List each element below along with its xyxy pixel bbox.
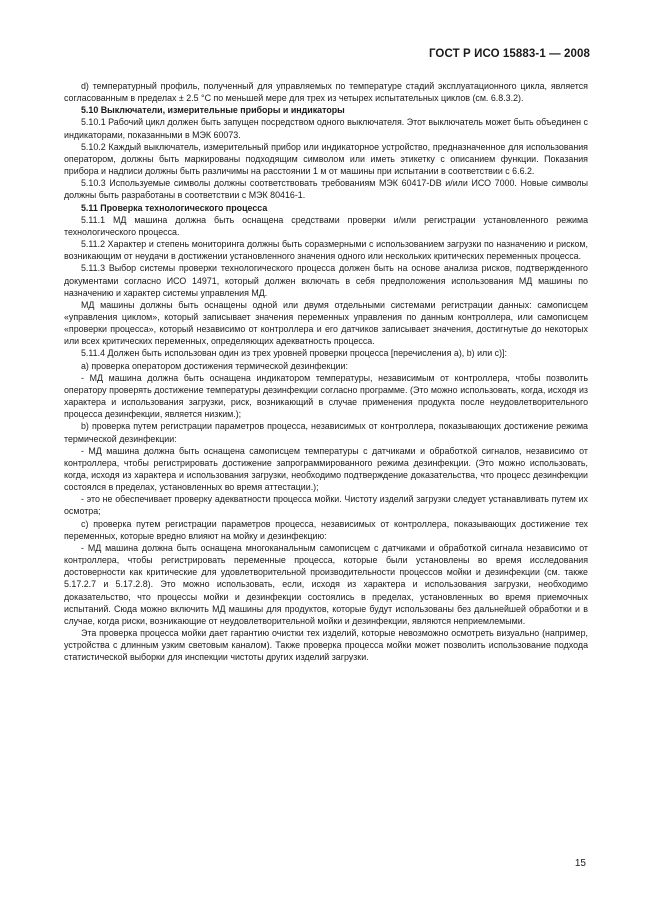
paragraph-5-11-3: 5.11.3 Выбор системы проверки технологического процесса должен быть на основе анализа рисков, подтвержденного документами согласно ИСО 14971, который должен включать в себя предположения использования МД машины по назначению и характер системы управления МД. bbox=[64, 263, 588, 298]
list-item-c: c) проверка путем регистрации параметров процесса, независимых от контроллера, показывающих достижение тех переменных, которые вредно влияют на мойку и дезинфекцию: bbox=[64, 518, 588, 541]
paragraph-5-11-4: 5.11.4 Должен быть использован один из трех уровней проверки процесса [перечисления а), b) или c)]: bbox=[81, 348, 507, 359]
paragraph-5-11-1: 5.11.1 МД машина должна быть оснащена средствами проверки и/или регистрации установленного режима технологического процесса. bbox=[64, 214, 588, 237]
list-item-b-detail: - МД машина должна быть оснащена самописцем температуры с датчиками и обработкой сигналов, независимо от контроллера, чтобы регистрировать достижение запрограммированного режима дезинфекции. (Это можно использовать, когда, исходя из характера и использования загрузки, необходимо подтверждение доказательства, что процесс дезинфекции состоялся в пределах, установленных во время аттестации.); bbox=[64, 445, 588, 493]
paragraph-d-temperature-profile: d) температурный профиль, полученный для управляемых по температуре стадий эксплуатационного цикла, является согласованным в пределах ± 2.5 °С по меньшей мере для трех из четырех испытательных циклов (см. 6.8.3.2). bbox=[64, 81, 588, 104]
paragraph-5-10-1: 5.10.1 Рабочий цикл должен быть запущен посредством одного выключателя. Этот выключатель может быть объединен с индикаторами, показанными в МЭК 60073. bbox=[64, 117, 588, 140]
list-item-b-note: - это не обеспечивает проверку адекватности процесса мойки. Чистоту изделий загрузки следует устанавливать путем их осмотра; bbox=[64, 494, 588, 517]
paragraph-washing-verification: Эта проверка процесса мойки дает гарантию очистки тех изделий, которые невозможно осмотреть визуально (например, устройства с длинным узким световым каналом). Также проверка процесса мойки может позволить использование подхода статистической выборки для инспекции чистоты других изделий загрузки. bbox=[64, 628, 588, 663]
paragraph-5-10-3: 5.10.3 Используемые символы должны соответствовать требованиям МЭК 60417-DB и/или ИСО 7000. Новые символы должны быть разработаны в соответствии с МЭК 80416-1. bbox=[64, 178, 588, 201]
paragraph-5-11-2: 5.11.2 Характер и степень мониторинга должны быть соразмерными с использованием загрузки по назначению и риском, возникающим от неудачи в достижении установленного значения одного или нескольких критических переменных процесса. bbox=[64, 239, 588, 262]
section-heading-5-11: 5.11 Проверка технологического процесса bbox=[81, 202, 268, 213]
list-item-a: a) проверка оператором достижения термической дезинфекции: bbox=[81, 360, 348, 371]
section-heading-5-10: 5.10 Выключатели, измерительные приборы и индикаторы bbox=[81, 105, 345, 116]
list-item-a-detail: - МД машина должна быть оснащена индикатором температуры, независимым от контроллера, чтобы позволить оператору проверять достижение температуры дезинфекции согласно программе. (Это можно использовать, когда, исходя из характера и использования загрузки, риск, возникающий в случае применения продукта после неудовлетворительного процесса дезинфекции, является низким.); bbox=[64, 372, 588, 420]
list-item-b: b) проверка путем регистрации параметров процесса, независимых от контроллера, показывающих достижение режима термической дезинфекции: bbox=[64, 421, 588, 444]
list-item-c-detail: - МД машина должна быть оснащена многоканальным самописцем с датчиками и обработкой сигнала независимо от контроллера, чтобы регистрировать переменные процесса, которые были установлены во время исследования достоверности как критические для удовлетворительной производительности процессов мойки и дезинфекции (см. также 5.17.2.7 и 5.17.2.8). Это можно использовать, если, исходя из характера и использования загрузки, необходимо доказательство, что процессы мойки и дезинфекции состоялись в пределах, установленных во время приемочных испытаний. Сюда можно включить МД машины для продуктов, которые будут использованы без дальнейшей обработки и в случае, когда риски, возникающие от неудовлетворительной мойки и дезинфекции, являются неприемлемыми. bbox=[64, 542, 588, 626]
document-body bbox=[64, 80, 588, 664]
document-header: ГОСТ Р ИСО 15883-1 — 2008 bbox=[428, 48, 590, 60]
paragraph-recorders: МД машины должны быть оснащены одной или двумя отдельными системами регистрации данных: самописцем «управления циклом», который записывает значения переменных управления по данным контроллера, или самописцем «проверки процесса», который независимо от контроллера и его датчиков записывает значения, достигнутые до некоторых или всех критических переменных, определяющих адекватность процесса. bbox=[64, 299, 588, 347]
paragraph-5-10-2: 5.10.2 Каждый выключатель, измерительный прибор или индикаторное устройство, предназначенное для использования оператором, должны быть маркированы подходящим символом или иметь этикетку с описанием функции. Показания прибора и надписи должны быть различимы на расстоянии 1 м от машины при испытании в соответствии с 6.6.2. bbox=[64, 141, 588, 177]
page-number: 15 bbox=[574, 858, 586, 869]
